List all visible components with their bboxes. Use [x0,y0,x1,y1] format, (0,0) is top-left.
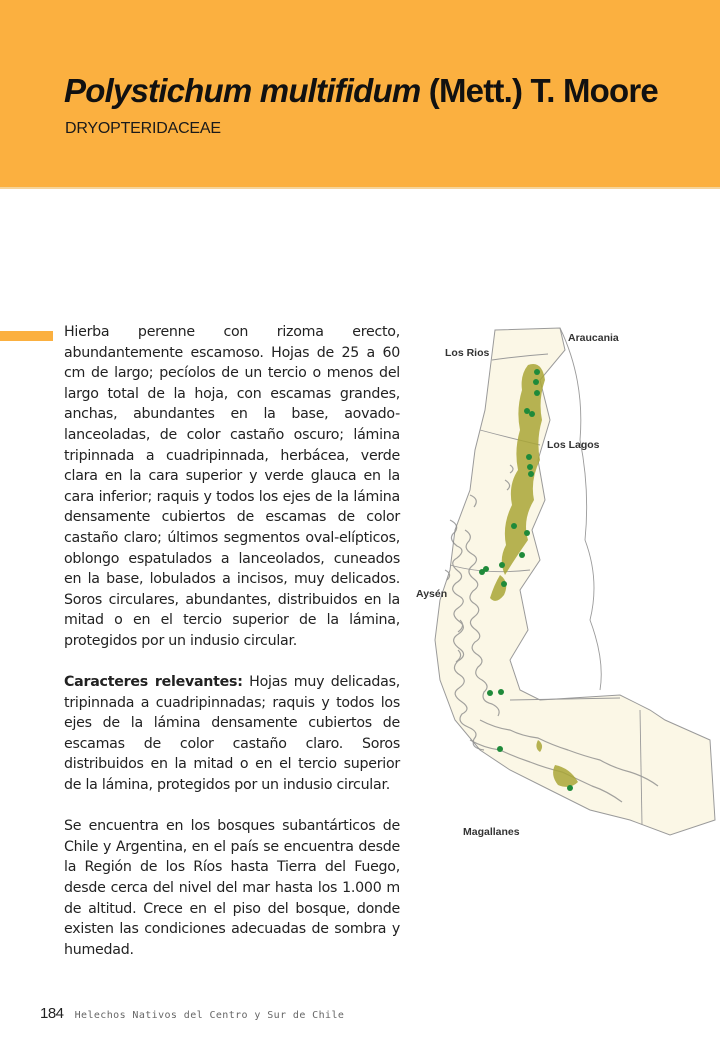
chile-south-map-graphic [410,320,720,880]
family-name: DRYOPTERIDACEAE [65,120,221,137]
habitat-paragraph: Se encuentra en los bosques subantárticos de Chile y Argentina, en el país se encuentra desde la Región de los Ríos hasta Tierra del Fuego, desde cerca del nivel del mar hasta los 1.000 m de altitud. Crece en el piso del bosque, donde existen las condiciones adecuadas de sombra y humedad. [64,818,400,958]
relevant-characters-label: Caracteres relevantes: [64,674,243,691]
map-label-magallanes: Magallanes [463,826,520,838]
map-label-aysen: Aysén [416,588,448,600]
page-number: 184 [40,1005,64,1022]
section-accent-bar [0,331,53,341]
header-band [0,0,720,189]
relevant-characters-text: Hojas muy delicadas, tripinnada a cuadripinnadas; raquis y todos los ejes de la lámina densamente cubiertos de escamas de color castaño claro. Soros distribuidos en la mitad o en el tercio superior de la lámina, protegidos por un indusio circular. [64,674,400,794]
species-text [64,322,400,981]
scientific-name: Polystichum multifidum [64,72,421,109]
species-title [64,72,658,110]
map-label-araucania: Araucania [568,332,619,344]
relevant-characters-paragraph [64,672,400,796]
page-footer [40,1003,344,1022]
map-label-los-lagos: Los Lagos [547,439,600,451]
map-label-los-rios: Los Rios [445,347,490,359]
description-paragraph: Hierba perenne con rizoma erecto, abundantemente escamoso. Hojas de 25 a 60 cm de largo; pecíolos de un tercio o menos del largo total de la hoja, con escamas grandes, anchas, abundantes en la base, aovado-lanceoladas, de color castaño oscuro; lámina tripinnada a cuadripinnada, herbácea, verde clara en la cara superior y verde glauca en la cara inferior; raquis y todos los ejes de la lámina densamente cubiertos de escamas de color castaño claro; últimos segmentos oval-elípticos, oblongo espatulados a lanceolados, cuneados en la base, lobulados a incisos, muy delicados. Soros circulares, abundantes, distribuidos en la mitad o en el tercio superior de la lámina, protegidos por un indusio circular. [64,324,400,649]
species-author: (Mett.) T. Moore [428,72,658,109]
distribution-map [410,320,720,880]
book-title: Helechos Nativos del Centro y Sur de Chile [74,1010,345,1021]
